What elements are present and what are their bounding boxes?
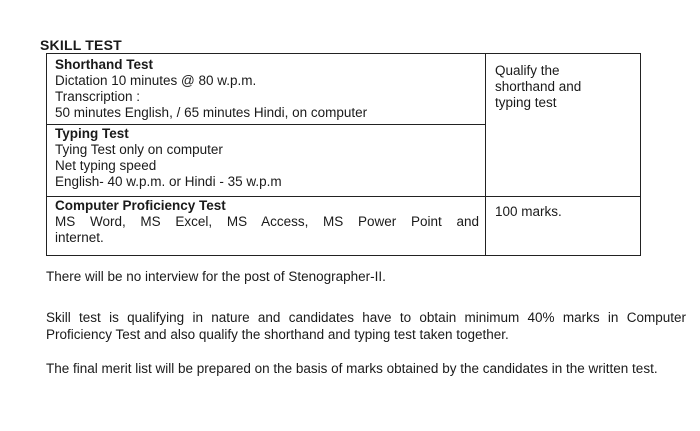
typing-cell (55, 126, 282, 190)
typing-line: English- 40 w.p.m. or Hindi - 35 w.p.m (55, 174, 282, 189)
computer-line: internet. (55, 230, 104, 245)
row-divider-2 (47, 196, 640, 197)
shorthand-title: Shorthand Test (55, 57, 154, 72)
shorthand-line: 50 minutes English, / 65 minutes Hindi, on computer (55, 105, 368, 120)
shorthand-line: Dictation 10 minutes @ 80 w.p.m. (55, 73, 257, 88)
computer-title: Computer Proficiency Test (55, 198, 226, 213)
qualify-line: shorthand and (495, 79, 582, 94)
computer-cell (55, 198, 479, 246)
shorthand-line: Transcription : (55, 89, 141, 104)
marks-cell (495, 204, 562, 220)
paragraph: The final merit list will be prepared on the basis of marks obtained by the candidates in the written test. (46, 361, 658, 376)
column-divider (485, 54, 486, 255)
qualify-cell (495, 63, 581, 111)
marks-value: 100 marks. (495, 204, 562, 219)
row-divider-1 (47, 124, 485, 125)
paragraph: There will be no interview for the post of Stenographer-II. (46, 269, 386, 284)
typing-title: Typing Test (55, 126, 129, 141)
computer-line: MS Word, MS Excel, MS Access, MS Power Point and (55, 214, 479, 229)
qualify-line: Qualify the (495, 63, 560, 78)
paragraph: Skill test is qualifying in nature and candidates have to obtain minimum 40% marks in Computer Proficiency Test and also qualify the shorthand and typing test taken together. (46, 310, 686, 342)
skill-test-table (46, 53, 641, 256)
typing-line: Net typing speed (55, 158, 157, 173)
qualify-line: typing test (495, 95, 557, 110)
typing-line: Tying Test only on computer (55, 142, 223, 157)
section-heading: SKILL TEST (40, 37, 122, 53)
shorthand-cell (55, 57, 367, 121)
